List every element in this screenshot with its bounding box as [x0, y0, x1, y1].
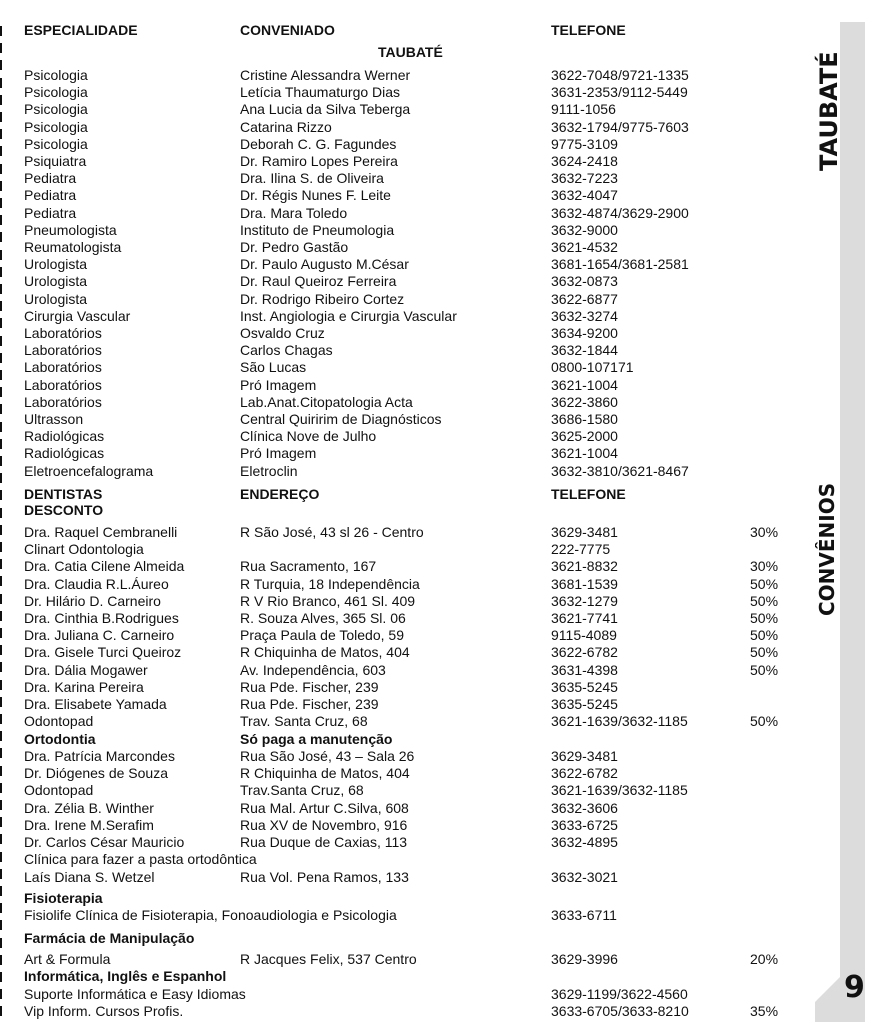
margin-rule — [0, 938, 2, 948]
phone: 3632-3606 — [551, 799, 618, 816]
margin-rule — [0, 336, 2, 346]
dentist-name: Dra. Gisele Turci Queiroz — [24, 644, 182, 661]
specialty: Psicologia — [24, 67, 88, 83]
specialty: Psiquiatra — [24, 153, 87, 169]
discount: 30% — [750, 524, 779, 540]
dentist-name: Dra. Cinthia B.Rodrigues — [24, 610, 179, 626]
provider-name: Lab.Anat.Citopatologia Acta — [240, 393, 413, 410]
list-item — [24, 524, 788, 541]
margin-rule — [0, 697, 2, 707]
address: Trav.Santa Cruz, 68 — [240, 782, 364, 799]
list-item — [24, 153, 788, 170]
orthodontist-name: Dra. Zélia B. Winther — [24, 799, 154, 816]
phone: 3621-1004 — [551, 445, 618, 462]
provider-name: Ana Lucia da Silva Teberga — [240, 101, 411, 118]
city-heading: TAUBATÉ — [378, 44, 443, 60]
dental-header-desconto — [24, 502, 788, 519]
farmacia-phone: 3629-3996 — [551, 951, 618, 967]
margin-rule — [0, 955, 2, 965]
ortho-header — [24, 731, 788, 748]
list-item — [24, 463, 788, 480]
margin-rule — [0, 645, 2, 655]
phone: 3632-9000 — [551, 221, 618, 238]
provider-name: Deborah C. G. Fagundes — [240, 135, 397, 152]
fisio-name: Fisiolife Clínica de Fisioterapia, Fonoaudiologia e Psicologia — [24, 907, 397, 923]
provider-name: Eletroclin — [240, 462, 298, 479]
info-header — [24, 968, 788, 985]
margin-rule — [0, 903, 2, 913]
margin-rule — [0, 490, 2, 500]
address: Trav. Santa Cruz, 68 — [240, 713, 368, 730]
provider-name: Pró Imagem — [240, 376, 317, 393]
provider-name: Central Quiririm de Diagnósticos — [240, 411, 442, 427]
list-item — [24, 239, 788, 256]
info-name: Vip Inform. Cursos Profis. — [24, 1003, 184, 1019]
phone: 3621-1639/3632-1185 — [551, 713, 688, 730]
phone: 3629-3481 — [551, 524, 618, 540]
phone: 3686-1580 — [551, 411, 618, 427]
ortho-clinic-note — [24, 851, 788, 868]
list-item — [24, 644, 788, 661]
dentist-name: Dra. Claudia R.L.Áureo — [24, 575, 169, 592]
info-phone: 3629-1199/3622-4560 — [551, 986, 688, 1002]
phone: 3635-5245 — [551, 678, 618, 695]
list-item — [24, 119, 788, 136]
ortho-title: Ortodontia — [24, 731, 96, 747]
margin-rule — [0, 714, 2, 724]
header-conveniado: CONVENIADO — [240, 22, 335, 38]
info-discount: 35% — [750, 1003, 779, 1019]
list-item — [24, 325, 788, 342]
phone: 222-7775 — [551, 541, 611, 558]
margin-rule — [0, 181, 2, 191]
specialty: Laboratórios — [24, 359, 102, 376]
sidebar-title: CONVÊNIOS — [815, 482, 839, 616]
phone: 9111-1056 — [551, 101, 616, 118]
dentist-name: Dr. Hilário D. Carneiro — [24, 592, 161, 609]
dentist-name: Dra. Elisabete Yamada — [24, 696, 167, 712]
specialty: Psicologia — [24, 84, 88, 101]
address: R São José, 43 sl 26 - Centro — [240, 524, 424, 540]
list-item — [24, 662, 788, 679]
phone: 3622-7048/9721-1335 — [551, 67, 689, 83]
phone: 3632-1279 — [551, 592, 618, 609]
margin-rule — [0, 611, 2, 621]
margin-rule — [0, 852, 2, 862]
margin-rule — [0, 817, 2, 827]
dentist-name: Dra. Juliana C. Carneiro — [24, 627, 175, 644]
specialty: Urologista — [24, 256, 88, 273]
discount: 50% — [750, 592, 779, 609]
phone: 3621-7741 — [551, 610, 618, 626]
farmacia-address: R Jacques Felix, 537 Centro — [240, 951, 417, 967]
margin-rule — [0, 250, 2, 260]
margin-rule — [0, 95, 2, 105]
orthodontist-name: Dra. Irene M.Serafim — [24, 816, 154, 833]
phone: 3634-9200 — [551, 325, 618, 341]
address: Av. Independência, 603 — [240, 661, 386, 678]
orthodontist-name: Dra. Patrícia Marcondes — [24, 748, 175, 764]
fisio-header — [24, 890, 788, 907]
dental-header — [24, 486, 788, 503]
specialty: Radiológicas — [24, 445, 105, 462]
margin-rule — [0, 215, 2, 225]
margin-rule — [0, 680, 2, 690]
phone: 3622-6877 — [551, 290, 618, 307]
farmacia-discount: 20% — [750, 951, 779, 967]
phone: 3681-1654/3681-2581 — [551, 256, 689, 273]
phone: 3621-1639/3632-1185 — [551, 782, 688, 799]
margin-rule — [0, 439, 2, 449]
farmacia-title: Farmácia de Manipulação — [24, 930, 195, 946]
provider-name: Dr. Rodrigo Ribeiro Cortez — [240, 290, 405, 307]
margin-rule — [0, 146, 2, 156]
provider-name: Dr. Paulo Augusto M.César — [240, 256, 409, 273]
provider-name: Instituto de Pneumologia — [240, 221, 395, 238]
header-endereco: ENDEREÇO — [240, 486, 320, 502]
address: Rua Mal. Artur C.Silva, 608 — [240, 799, 409, 816]
address: R. Souza Alves, 365 Sl. 06 — [240, 610, 406, 626]
specialty: Pediatra — [24, 204, 77, 221]
phone: 3621-8832 — [551, 558, 618, 575]
list-item — [24, 428, 788, 445]
margin-rule — [0, 78, 2, 88]
specialty: Urologista — [24, 290, 88, 307]
address: Rua Sacramento, 167 — [240, 558, 377, 575]
list-item — [24, 541, 788, 558]
dentist-name: Dra. Catia Cilene Almeida — [24, 558, 185, 575]
margin-rule — [0, 748, 2, 758]
list-item — [24, 308, 788, 325]
provider-name: Dr. Pedro Gastão — [240, 239, 349, 255]
dentist-name: Dra. Raquel Cembranelli — [24, 524, 178, 540]
provider-name: Cristine Alessandra Werner — [240, 67, 411, 83]
margin-rule — [0, 232, 2, 242]
list-item — [24, 359, 788, 376]
specialty: Pediatra — [24, 170, 77, 187]
phone: 0800-107171 — [551, 359, 634, 376]
list-item — [24, 610, 788, 627]
provider-name: Catarina Rizzo — [240, 118, 332, 135]
margin-rule — [0, 886, 2, 896]
margin-rule — [0, 129, 2, 139]
list-item — [24, 817, 788, 834]
list-item — [24, 101, 788, 118]
header-dentistas: DENTISTAS — [24, 486, 103, 502]
farmacia-header — [24, 930, 788, 947]
list-item — [24, 986, 788, 1003]
list-item — [24, 291, 788, 308]
farmacia-name: Art & Formula — [24, 951, 111, 967]
specialty: Laboratórios — [24, 342, 102, 359]
ortho-note: Só paga a manutenção — [240, 731, 393, 747]
ortho-last-name: Laís Diana S. Wetzel — [24, 869, 155, 885]
margin-rule — [0, 559, 2, 569]
orthodontist-name: Odontopad — [24, 782, 94, 799]
margin-rule — [0, 43, 2, 53]
specialty: Urologista — [24, 273, 88, 290]
list-item — [24, 187, 788, 204]
discount: 50% — [750, 627, 779, 644]
phone: 3632-4047 — [551, 187, 618, 204]
phone: 3631-2353/9112-5449 — [551, 84, 688, 101]
provider-name: Dra. Mara Toledo — [240, 204, 348, 221]
fisio-title: Fisioterapia — [24, 890, 103, 906]
margin-rule — [0, 972, 2, 982]
list-item — [24, 800, 788, 817]
provider-name: Carlos Chagas — [240, 342, 333, 359]
margin-rule — [0, 731, 2, 741]
header-telefone-dental: TELEFONE — [551, 486, 626, 502]
address: R Chiquinha de Matos, 404 — [240, 644, 410, 661]
phone: 3632-1794/9775-7603 — [551, 118, 689, 135]
provider-name: Dr. Raul Queiroz Ferreira — [240, 273, 397, 290]
phone: 3635-5245 — [551, 696, 618, 712]
margin-rule — [0, 576, 2, 586]
specialty: Laboratórios — [24, 325, 102, 341]
address: Rua XV de Novembro, 916 — [240, 816, 408, 833]
provider-name: Dr. Ramiro Lopes Pereira — [240, 153, 398, 169]
specialty: Pneumologista — [24, 221, 117, 238]
specialty: Psicologia — [24, 135, 88, 152]
specialty: Laboratórios — [24, 393, 102, 410]
specialty: Laboratórios — [24, 376, 102, 393]
ortho-clinic-text: Clínica para fazer a pasta ortodôntica — [24, 851, 257, 867]
list-item — [24, 907, 788, 924]
margin-rule — [0, 404, 2, 414]
phone: 3632-3274 — [551, 307, 618, 324]
phone: 9115-4089 — [551, 627, 617, 644]
list-item — [24, 558, 788, 575]
ortho-last-address: Rua Vol. Pena Ramos, 133 — [240, 869, 409, 885]
address: Rua Pde. Fischer, 239 — [240, 678, 379, 695]
list-item — [24, 445, 788, 462]
margin-rule — [0, 766, 2, 776]
phone: 3632-3810/3621-8467 — [551, 462, 689, 479]
margin-rule — [0, 112, 2, 122]
orthodontist-name: Dr. Diógenes de Souza — [24, 765, 168, 782]
margin-rule — [0, 318, 2, 328]
margin-rule — [0, 267, 2, 277]
sidebar-city: TAUBATÉ — [815, 51, 843, 171]
specialty: Eletroencefalograma — [24, 462, 154, 479]
list-item — [24, 834, 788, 851]
phone: 3633-6725 — [551, 816, 618, 833]
margin-rule — [0, 508, 2, 518]
margin-rule — [0, 370, 2, 380]
margin-rule — [0, 301, 2, 311]
address: Rua São José, 43 – Sala 26 — [240, 748, 415, 764]
specialty: Pediatra — [24, 187, 77, 204]
phone: 9775-3109 — [551, 135, 618, 152]
list-item — [24, 273, 788, 290]
margin-rule — [0, 284, 2, 294]
specialty: Radiológicas — [24, 428, 105, 445]
list-item — [24, 377, 788, 394]
list-item — [24, 765, 788, 782]
discount: 50% — [750, 644, 779, 661]
phone: 3622-6782 — [551, 644, 618, 661]
specialty: Reumatologista — [24, 239, 122, 255]
provider-name: Letícia Thaumaturgo Dias — [240, 84, 401, 101]
list-item — [24, 679, 788, 696]
margin-rule — [0, 473, 2, 483]
list-item — [24, 951, 788, 968]
list-item — [24, 748, 788, 765]
margin-rule — [0, 834, 2, 844]
discount: 50% — [750, 610, 779, 626]
sidebar-tab — [815, 22, 865, 1022]
phone: 3622-3860 — [551, 393, 618, 410]
list-item — [24, 84, 788, 101]
list-item — [24, 205, 788, 222]
provider-name: Inst. Angiologia e Cirurgia Vascular — [240, 307, 457, 324]
margin-rule — [0, 198, 2, 208]
list-item — [24, 342, 788, 359]
phone: 3624-2418 — [551, 153, 618, 169]
phone: 3632-0873 — [551, 273, 618, 290]
provider-name: Pró Imagem — [240, 445, 317, 462]
margin-rule — [0, 920, 2, 930]
address: R V Rio Branco, 461 Sl. 409 — [240, 592, 416, 609]
ortho-last-phone: 3632-3021 — [551, 869, 618, 885]
margin-rule — [0, 164, 2, 174]
specialty: Psicologia — [24, 101, 88, 118]
margin-rule — [0, 989, 2, 999]
provider-name: Osvaldo Cruz — [240, 325, 325, 341]
margin-rule — [0, 594, 2, 604]
header-desconto: DESCONTO — [24, 502, 104, 518]
provider-name: Dr. Régis Nunes F. Leite — [240, 187, 391, 204]
address: Rua Pde. Fischer, 239 — [240, 696, 379, 712]
list-item — [24, 593, 788, 610]
margin-rule — [0, 800, 2, 810]
list-item — [24, 394, 788, 411]
address: R Chiquinha de Matos, 404 — [240, 765, 410, 782]
list-item — [24, 256, 788, 273]
margin-rule — [0, 542, 2, 552]
phone: 3629-3481 — [551, 748, 618, 764]
dentist-name: Dra. Dália Mogawer — [24, 661, 148, 678]
header-especialidade: ESPECIALIDADE — [24, 22, 138, 38]
page-number: 9 — [844, 970, 865, 1005]
margin-rule — [0, 353, 2, 363]
address: R Turquia, 18 Independência — [240, 575, 420, 592]
header-telefone: TELEFONE — [551, 22, 626, 38]
specialty: Cirurgia Vascular — [24, 307, 131, 324]
margin-rule — [0, 869, 2, 879]
list-item — [24, 713, 788, 730]
phone: 3631-4398 — [551, 661, 618, 678]
margin-rule — [0, 1006, 2, 1016]
dentist-name: Dra. Karina Pereira — [24, 678, 144, 695]
address: Praça Paula de Toledo, 59 — [240, 627, 404, 644]
margin-rule — [0, 387, 2, 397]
list-item — [24, 136, 788, 153]
discount: 50% — [750, 661, 779, 678]
list-item — [24, 782, 788, 799]
margin-rule — [0, 26, 2, 36]
discount: 50% — [750, 713, 779, 730]
list-item — [24, 576, 788, 593]
phone: 3632-4874/3629-2900 — [551, 204, 689, 221]
phone: 3622-6782 — [551, 765, 618, 782]
list-item — [24, 411, 788, 428]
dentist-name: Clinart Odontologia — [24, 541, 144, 558]
table-header — [24, 22, 788, 39]
list-item — [24, 222, 788, 239]
orthodontist-name: Dr. Carlos César Mauricio — [24, 834, 185, 850]
list-item — [24, 1003, 788, 1020]
margin-rule — [0, 456, 2, 466]
info-title: Informática, Inglês e Espanhol — [24, 968, 227, 984]
info-phone: 3633-6705/3633-8210 — [551, 1003, 689, 1019]
phone: 3632-4895 — [551, 834, 618, 850]
specialty: Ultrasson — [24, 411, 84, 427]
margin-rule — [0, 628, 2, 638]
fisio-phone: 3633-6711 — [551, 907, 617, 923]
list-item — [24, 696, 788, 713]
provider-name: Dra. Ilina S. de Oliveira — [240, 170, 384, 187]
margin-rule — [0, 783, 2, 793]
margin-rule — [0, 662, 2, 672]
provider-name: São Lucas — [240, 359, 307, 376]
info-name: Suporte Informática e Easy Idiomas — [24, 986, 246, 1002]
dentist-name: Odontopad — [24, 713, 94, 730]
list-item — [24, 869, 788, 886]
discount: 30% — [750, 558, 779, 575]
list-item — [24, 627, 788, 644]
margin-rule — [0, 60, 2, 70]
list-item — [24, 67, 788, 84]
margin-rule — [0, 525, 2, 535]
provider-name: Clínica Nove de Julho — [240, 428, 377, 445]
specialty: Psicologia — [24, 118, 88, 135]
phone: 3632-7223 — [551, 170, 618, 187]
list-item — [24, 170, 788, 187]
margin-rule — [0, 422, 2, 432]
phone: 3681-1539 — [551, 575, 618, 592]
phone: 3621-4532 — [551, 239, 618, 255]
phone: 3621-1004 — [551, 376, 618, 393]
discount: 50% — [750, 575, 779, 592]
address: Rua Duque de Caxias, 113 — [240, 834, 408, 850]
phone: 3632-1844 — [551, 342, 618, 359]
phone: 3625-2000 — [551, 428, 618, 445]
